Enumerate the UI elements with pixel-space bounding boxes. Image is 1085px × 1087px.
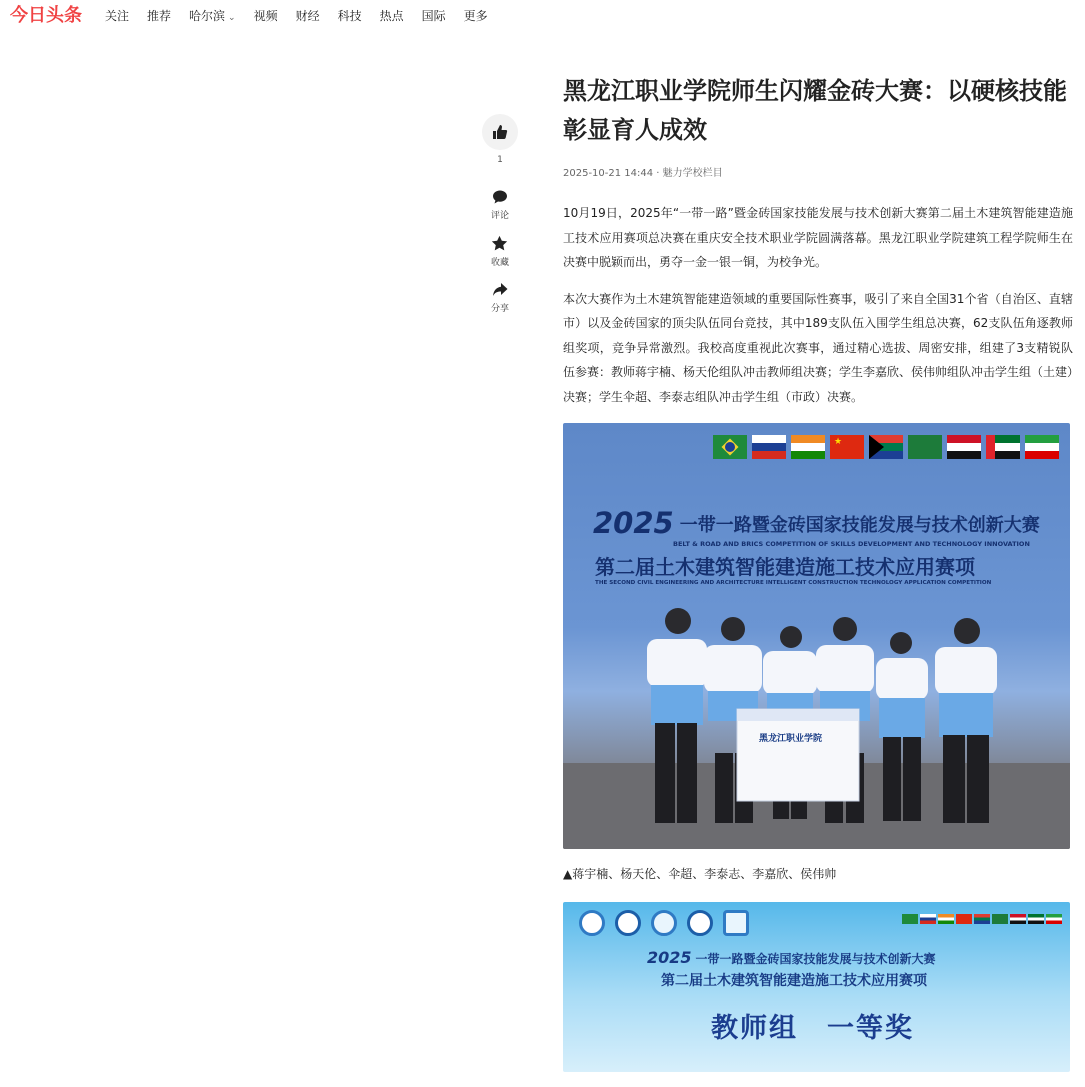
favorite-action[interactable] <box>491 235 509 268</box>
site-logo[interactable]: 今日头条 <box>10 5 82 26</box>
article-photo-award[interactable] <box>563 902 1070 1072</box>
banner-line2: 第二届土木建筑智能建造施工技术应用赛项 <box>595 555 975 579</box>
comment-action[interactable] <box>491 189 509 221</box>
side-action-bar <box>482 114 518 314</box>
nav-item-city[interactable] <box>189 8 236 26</box>
nav-item-follow[interactable]: 关注 <box>105 9 130 23</box>
mini-flags <box>902 914 1062 924</box>
logo-icon <box>723 910 749 936</box>
share-label: 分享 <box>490 304 509 314</box>
flag-south-africa-icon <box>974 914 990 924</box>
banner-line1: 一带一路暨金砖国家技能发展与技术创新大赛 <box>679 515 1040 536</box>
logo-icon <box>687 910 713 936</box>
sponsor-logos <box>579 910 749 936</box>
banner-line1: 一带一路暨金砖国家技能发展与技术创新大赛 <box>695 952 936 966</box>
nav-item-city-label: 哈尔滨 <box>189 9 226 23</box>
nav-links <box>105 8 506 26</box>
chevron-down-icon: ⌄ <box>228 13 236 23</box>
flag-india-icon <box>938 914 954 924</box>
comment-icon <box>492 189 508 205</box>
banner-year: 2025 <box>593 506 674 540</box>
like-button[interactable] <box>482 114 518 150</box>
comment-label: 评论 <box>490 211 509 221</box>
nav-item-finance[interactable]: 财经 <box>295 9 320 23</box>
banner-year: 2025 <box>647 948 692 967</box>
flag-brazil-icon <box>902 914 918 924</box>
school-flag-text: 黑龙江职业学院 <box>759 734 823 744</box>
flag-uae-icon <box>1028 914 1044 924</box>
article-photo-team[interactable] <box>563 423 1070 849</box>
photo2-banner <box>647 948 936 967</box>
favorite-label: 收藏 <box>490 258 509 268</box>
banner-line2-en: THE SECOND CIVIL ENGINEERING AND ARCHITECTURE INTELLIGENT CONSTRUCTION TECHNOLOGY APPLICATION COMPETITION <box>595 580 992 586</box>
nav-item-recommend[interactable]: 推荐 <box>147 9 172 23</box>
top-nav <box>0 0 1085 32</box>
star-icon <box>491 235 508 252</box>
logo-icon <box>615 910 641 936</box>
share-icon <box>492 282 508 298</box>
flag-china-icon: ★ <box>830 435 864 459</box>
flag-russia-icon <box>920 914 936 924</box>
logo-icon <box>651 910 677 936</box>
article-paragraph: 10月19日，2025年“一带一路”暨金砖国家技能发展与技术创新大赛第二届土木建筑智能建造施工技术应用赛项总决赛在重庆安全技术职业学院圆满落幕。黑龙江职业学院建筑工程学院师生在决赛中脱颖而出，勇夺一金一银一铜，为校争光。 <box>563 206 1073 269</box>
like-count: 1 <box>497 155 503 165</box>
article-title: 黑龙江职业学院师生闪耀金砖大赛：以硬核技能彰显育人成效 <box>563 77 1067 144</box>
award-text: 教师组 一等奖 <box>711 1013 914 1044</box>
article-meta: 2025-10-21 14:44 · 魅力学校栏目 <box>563 168 723 179</box>
flag-egypt-icon <box>1010 914 1026 924</box>
nav-item-tech[interactable]: 科技 <box>337 9 362 23</box>
flag-iran-icon <box>1046 914 1062 924</box>
flag-china-icon <box>956 914 972 924</box>
nav-item-video[interactable]: 视频 <box>253 9 278 23</box>
banner-line2: 第二届土木建筑智能建造施工技术应用赛项 <box>661 973 927 989</box>
thumbs-up-icon <box>492 124 508 140</box>
logo-icon <box>579 910 605 936</box>
photo-caption: ▲蒋宇楠、杨天伦、伞超、李泰志、李嘉欣、侯伟帅 <box>563 867 837 881</box>
team-people-illustration <box>563 423 1070 849</box>
banner-line1-en: BELT & ROAD AND BRICS COMPETITION OF SKILLS DEVELOPMENT AND TECHNOLOGY INNOVATION <box>673 540 1030 548</box>
nav-item-more[interactable]: 更多 <box>463 9 488 23</box>
nav-item-world[interactable]: 国际 <box>421 9 446 23</box>
nav-item-hot[interactable]: 热点 <box>379 9 404 23</box>
share-action[interactable] <box>491 282 509 314</box>
article <box>563 72 1073 1072</box>
flag-saudi-icon <box>992 914 1008 924</box>
article-paragraph: 本次大赛作为土木建筑智能建造领域的重要国际性赛事，吸引了来自全国31个省（自治区、直辖市）以及金砖国家的顶尖队伍同台竞技，其中189支队伍入围学生组总决赛，62支队伍角逐教师组奖项，竞争异常激烈。我校高度重视此次赛事，通过精心选拔、周密安排，组建了3支精锐队伍参赛：教师蒋宇楠、杨天伦组队冲击教师组决赛；学生李嘉欣、侯伟帅组队冲击学生组（土建）决赛；学生伞超、李泰志组队冲击学生组（市政）决赛。 <box>563 291 1074 404</box>
